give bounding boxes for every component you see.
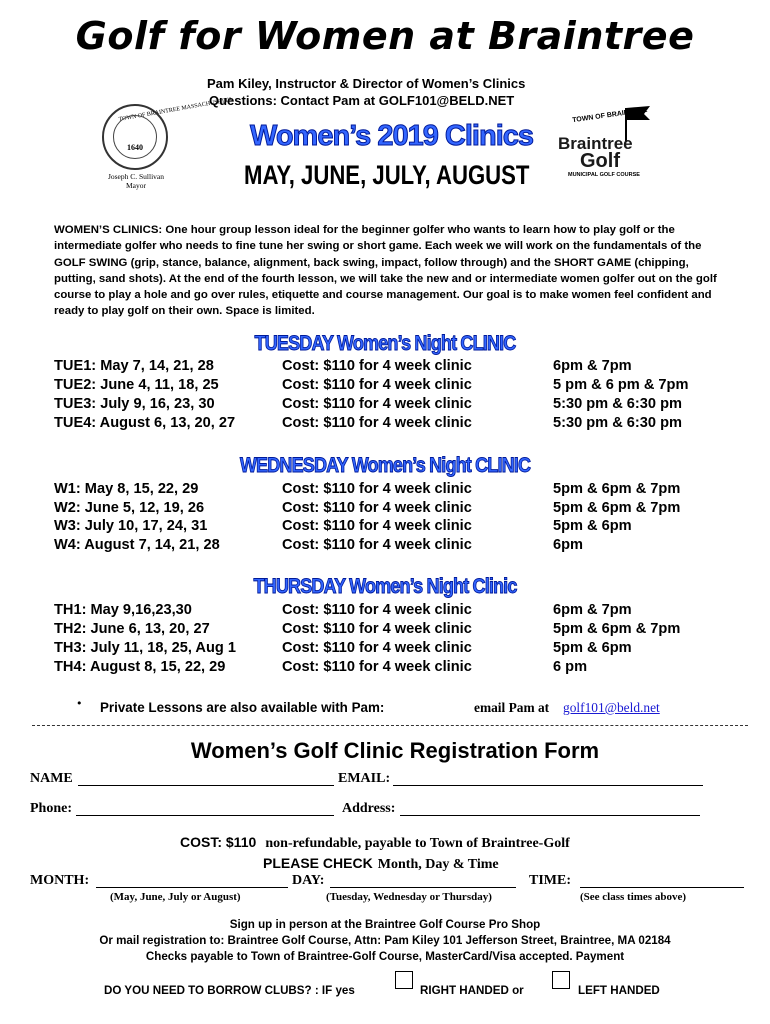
time-hint: (See class times above) [580,891,687,903]
schedule-times: 5 pm & 6 pm & 7pm [553,377,689,393]
cut-line-divider [32,725,748,726]
instructor-line: Pam Kiley, Instructor & Director of Women’s Clinics [207,76,526,91]
schedule-cost: Cost: $110 for 4 week clinic [282,640,472,656]
day-hint: (Tuesday, Wednesday or Thursday) [326,891,492,903]
schedule-dates: TUE4: August 6, 13, 20, 27 [54,415,236,431]
schedule-dates: TH2: June 6, 13, 20, 27 [54,621,210,637]
intro-paragraph: WOMEN’S CLINICS: One hour group lesson ideal for the beginner golfer who wants to learn how to play golf or the intermediate golfer who needs to fine tune her swing or short game. Each week we will work on the fundamentals of the GOLF SWING (grip, stance, balance, alignment, back swing, impact, follow through) and the SHORT GAME (chipping, putting, sand shots). At the end of the fourth lesson, we will take the new and or intermediate women golfer out on the golf course to play a hole and go over rules, etiquette and course management. Our goal is to make women feel confident and ready to play golf on their own. Space is limited. [54,224,717,318]
tuesday-heading: TUESDAY Women’s Night CLINIC [254,332,516,355]
schedule-dates: TH4: August 8, 15, 22, 29 [54,659,226,675]
schedule-dates: W2: June 5, 12, 19, 26 [54,500,205,516]
schedule-cost: Cost: $110 for 4 week clinic [282,537,472,553]
schedule-dates: TH3: July 11, 18, 25, Aug 1 [54,640,236,656]
schedule-dates: TUE1: May 7, 14, 21, 28 [54,358,214,374]
month-field[interactable] [96,887,288,888]
logo-line1: Braintree [558,134,633,153]
schedule-times: 6 pm [553,659,588,675]
name-field[interactable] [78,785,334,786]
schedule-cost: Cost: $110 for 4 week clinic [282,602,472,618]
right-handed-label: RIGHT HANDED or [420,984,524,997]
footer-line1: Sign up in person at the Braintree Golf Course Pro Shop [229,918,541,931]
schedule-dates: W3: July 10, 17, 24, 31 [54,518,208,534]
email-link[interactable]: golf101@beld.net [563,700,660,715]
seal-inner-ring [113,115,157,159]
schedule-cost: Cost: $110 for 4 week clinic [282,396,472,412]
cost-line [180,832,570,852]
logo-arc-text: TOWN OF BRAINTREE [571,106,648,125]
seal-arc-text: TOWN OF BRAINTREE MASSACHUSETTS [118,97,233,123]
schedule-times: 5pm & 6pm [553,640,632,656]
logo-line2: Golf [580,150,620,172]
time-field[interactable] [580,887,744,888]
footer-line2: Or mail registration to: Braintree Golf Course, Attn: Pam Kiley 101 Jefferson Street, Braintree, MA 02184 [99,934,671,947]
schedule-cost: Cost: $110 for 4 week clinic [282,659,472,675]
schedule-times: 5pm & 6pm & 7pm [553,500,681,516]
page-title: Golf for Women at Braintree [75,14,695,58]
left-handed-label: LEFT HANDED [578,984,660,997]
mayor-name: Joseph C. Sullivan [107,172,165,181]
schedule-cost: Cost: $110 for 4 week clinic [282,415,472,431]
time-label: TIME: [529,873,571,888]
schedule-cost: Cost: $110 for 4 week clinic [282,621,472,637]
mayor-title: Mayor [126,181,146,190]
schedule-dates: TH1: May 9,16,23,30 [54,602,192,618]
schedule-times: 5pm & 6pm & 7pm [553,621,681,637]
mayor-caption [98,172,174,190]
cost-label: COST [180,834,218,850]
braintree-golf-logo [554,104,660,184]
schedule-times: 6pm & 7pm [553,358,632,374]
borrow-clubs-question: DO YOU NEED TO BORROW CLUBS? : IF yes [104,984,355,997]
schedule-times: 5pm & 6pm & 7pm [553,481,681,497]
clinics-heading: Women’s 2019 Clinics [250,120,534,152]
town-seal-icon [102,97,233,170]
schedule-dates: W1: May 8, 15, 22, 29 [54,481,199,497]
contact-line: Questions: Contact Pam at GOLF101@BELD.NET [209,93,515,108]
phone-field[interactable] [76,815,334,816]
schedule-times: 5:30 pm & 6:30 pm [553,415,682,431]
schedule-times: 6pm [553,537,584,553]
logo-bottom-text: MUNICIPAL GOLF COURSE [568,172,640,178]
months-heading: MAY, JUNE, JULY, AUGUST [244,160,530,190]
month-label: MONTH: [30,873,90,888]
please-check-label: PLEASE CHECK [263,855,373,871]
schedule-times: 5:30 pm & 6:30 pm [553,396,682,412]
schedule-dates: TUE2: June 4, 11, 18, 25 [54,377,219,393]
please-check-rest: Month, Day & Time [377,857,499,872]
day-label: DAY: [292,873,325,888]
month-hint: (May, June, July or August) [110,891,241,903]
schedule-cost: Cost: $110 for 4 week clinic [282,500,472,516]
private-lessons-email-prefix: email Pam at [474,700,550,715]
phone-label: Phone: [30,801,72,816]
seal-year: 1640 [127,143,143,152]
email-field[interactable] [393,785,703,786]
form-title: Women’s Golf Clinic Registration Form [190,738,600,763]
address-label: Address: [342,801,396,816]
please-check-line [263,853,499,873]
schedule-dates: W4: August 7, 14, 21, 28 [54,537,220,553]
name-label: NAME [30,771,73,786]
day-field[interactable] [330,887,516,888]
bullet-icon: • [76,697,83,710]
schedule-dates: TUE3: July 9, 16, 23, 30 [54,396,215,412]
right-handed-checkbox[interactable] [395,971,413,989]
cost-note: non-refundable, payable to Town of Braintree-Golf [265,836,570,851]
thursday-heading: THURSDAY Women’s Night Clinic [253,575,517,598]
wednesday-heading: WEDNESDAY Women’s Night CLINIC [239,454,531,477]
schedule-cost: Cost: $110 for 4 week clinic [282,518,472,534]
cost-value: : $110 [217,834,257,850]
left-handed-checkbox[interactable] [552,971,570,989]
schedule-times: 5pm & 6pm [553,518,632,534]
footer-line3: Checks payable to Town of Braintree-Golf Course, MasterCard/Visa accepted. Payment [145,950,625,963]
private-lessons-text: Private Lessons are also available with Pam: [100,700,385,715]
email-label: EMAIL: [338,771,391,786]
schedule-cost: Cost: $110 for 4 week clinic [282,481,472,497]
address-field[interactable] [400,815,700,816]
schedule-cost: Cost: $110 for 4 week clinic [282,377,472,393]
schedule-times: 6pm & 7pm [553,602,632,618]
schedule-cost: Cost: $110 for 4 week clinic [282,358,472,374]
